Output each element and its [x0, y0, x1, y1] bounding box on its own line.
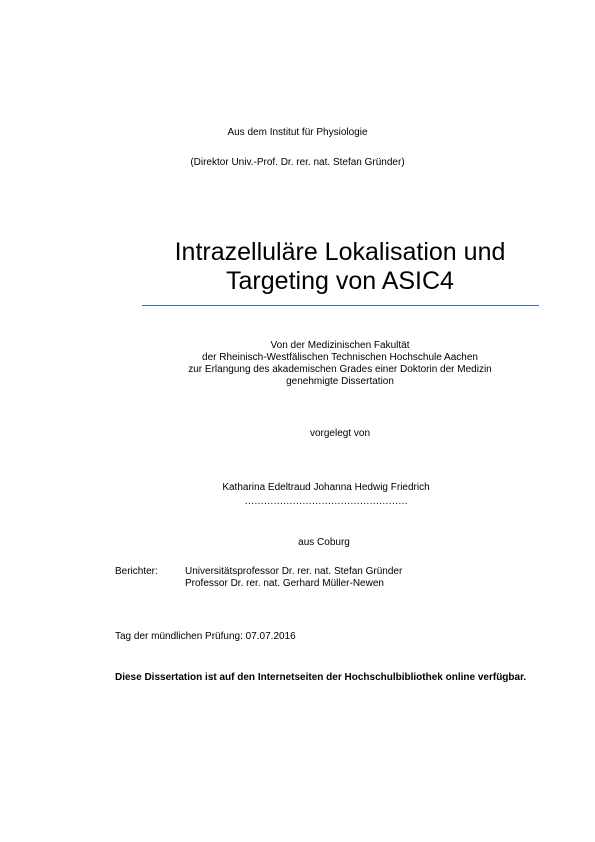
faculty-block: [0, 340, 595, 388]
title-divider: [142, 305, 539, 306]
reviewer-1: Universitätsprofessor Dr. rer. nat. Stefan Gründer: [185, 566, 403, 577]
page-title: [0, 238, 595, 296]
title-line-1: Intrazelluläre Lokalisation und: [174, 238, 506, 266]
faculty-line-2: der Rheinisch-Westfälischen Technischen Hochschule Aachen: [202, 352, 478, 363]
institute-line: Aus dem Institut für Physiologie: [227, 127, 368, 138]
reviewers-label: Berichter:: [115, 566, 158, 577]
faculty-line-3: zur Erlangung des akademischen Grades einer Doktorin der Medizin: [188, 364, 492, 375]
exam-date: Tag der mündlichen Prüfung: 07.07.2016: [115, 631, 296, 642]
reviewers-list: [185, 566, 505, 590]
reviewer-2: Professor Dr. rer. nat. Gerhard Müller-Newen: [185, 578, 384, 589]
dotted-line: ……………………………………………: [244, 496, 408, 507]
author-origin: aus Coburg: [298, 537, 350, 548]
online-availability-notice: Diese Dissertation ist auf den Internetseiten der Hochschulbibliothek online verfügbar.: [115, 672, 527, 683]
faculty-line-4: genehmigte Dissertation: [286, 376, 394, 387]
author-name: Katharina Edeltraud Johanna Hedwig Friedrich: [222, 482, 430, 493]
submitted-by: vorgelegt von: [309, 428, 371, 439]
director-line: (Direktor Univ.-Prof. Dr. rer. nat. Stefan Gründer): [190, 157, 405, 168]
faculty-line-1: Von der Medizinischen Fakultät: [270, 340, 410, 351]
title-line-2: Targeting von ASIC4: [226, 267, 454, 295]
